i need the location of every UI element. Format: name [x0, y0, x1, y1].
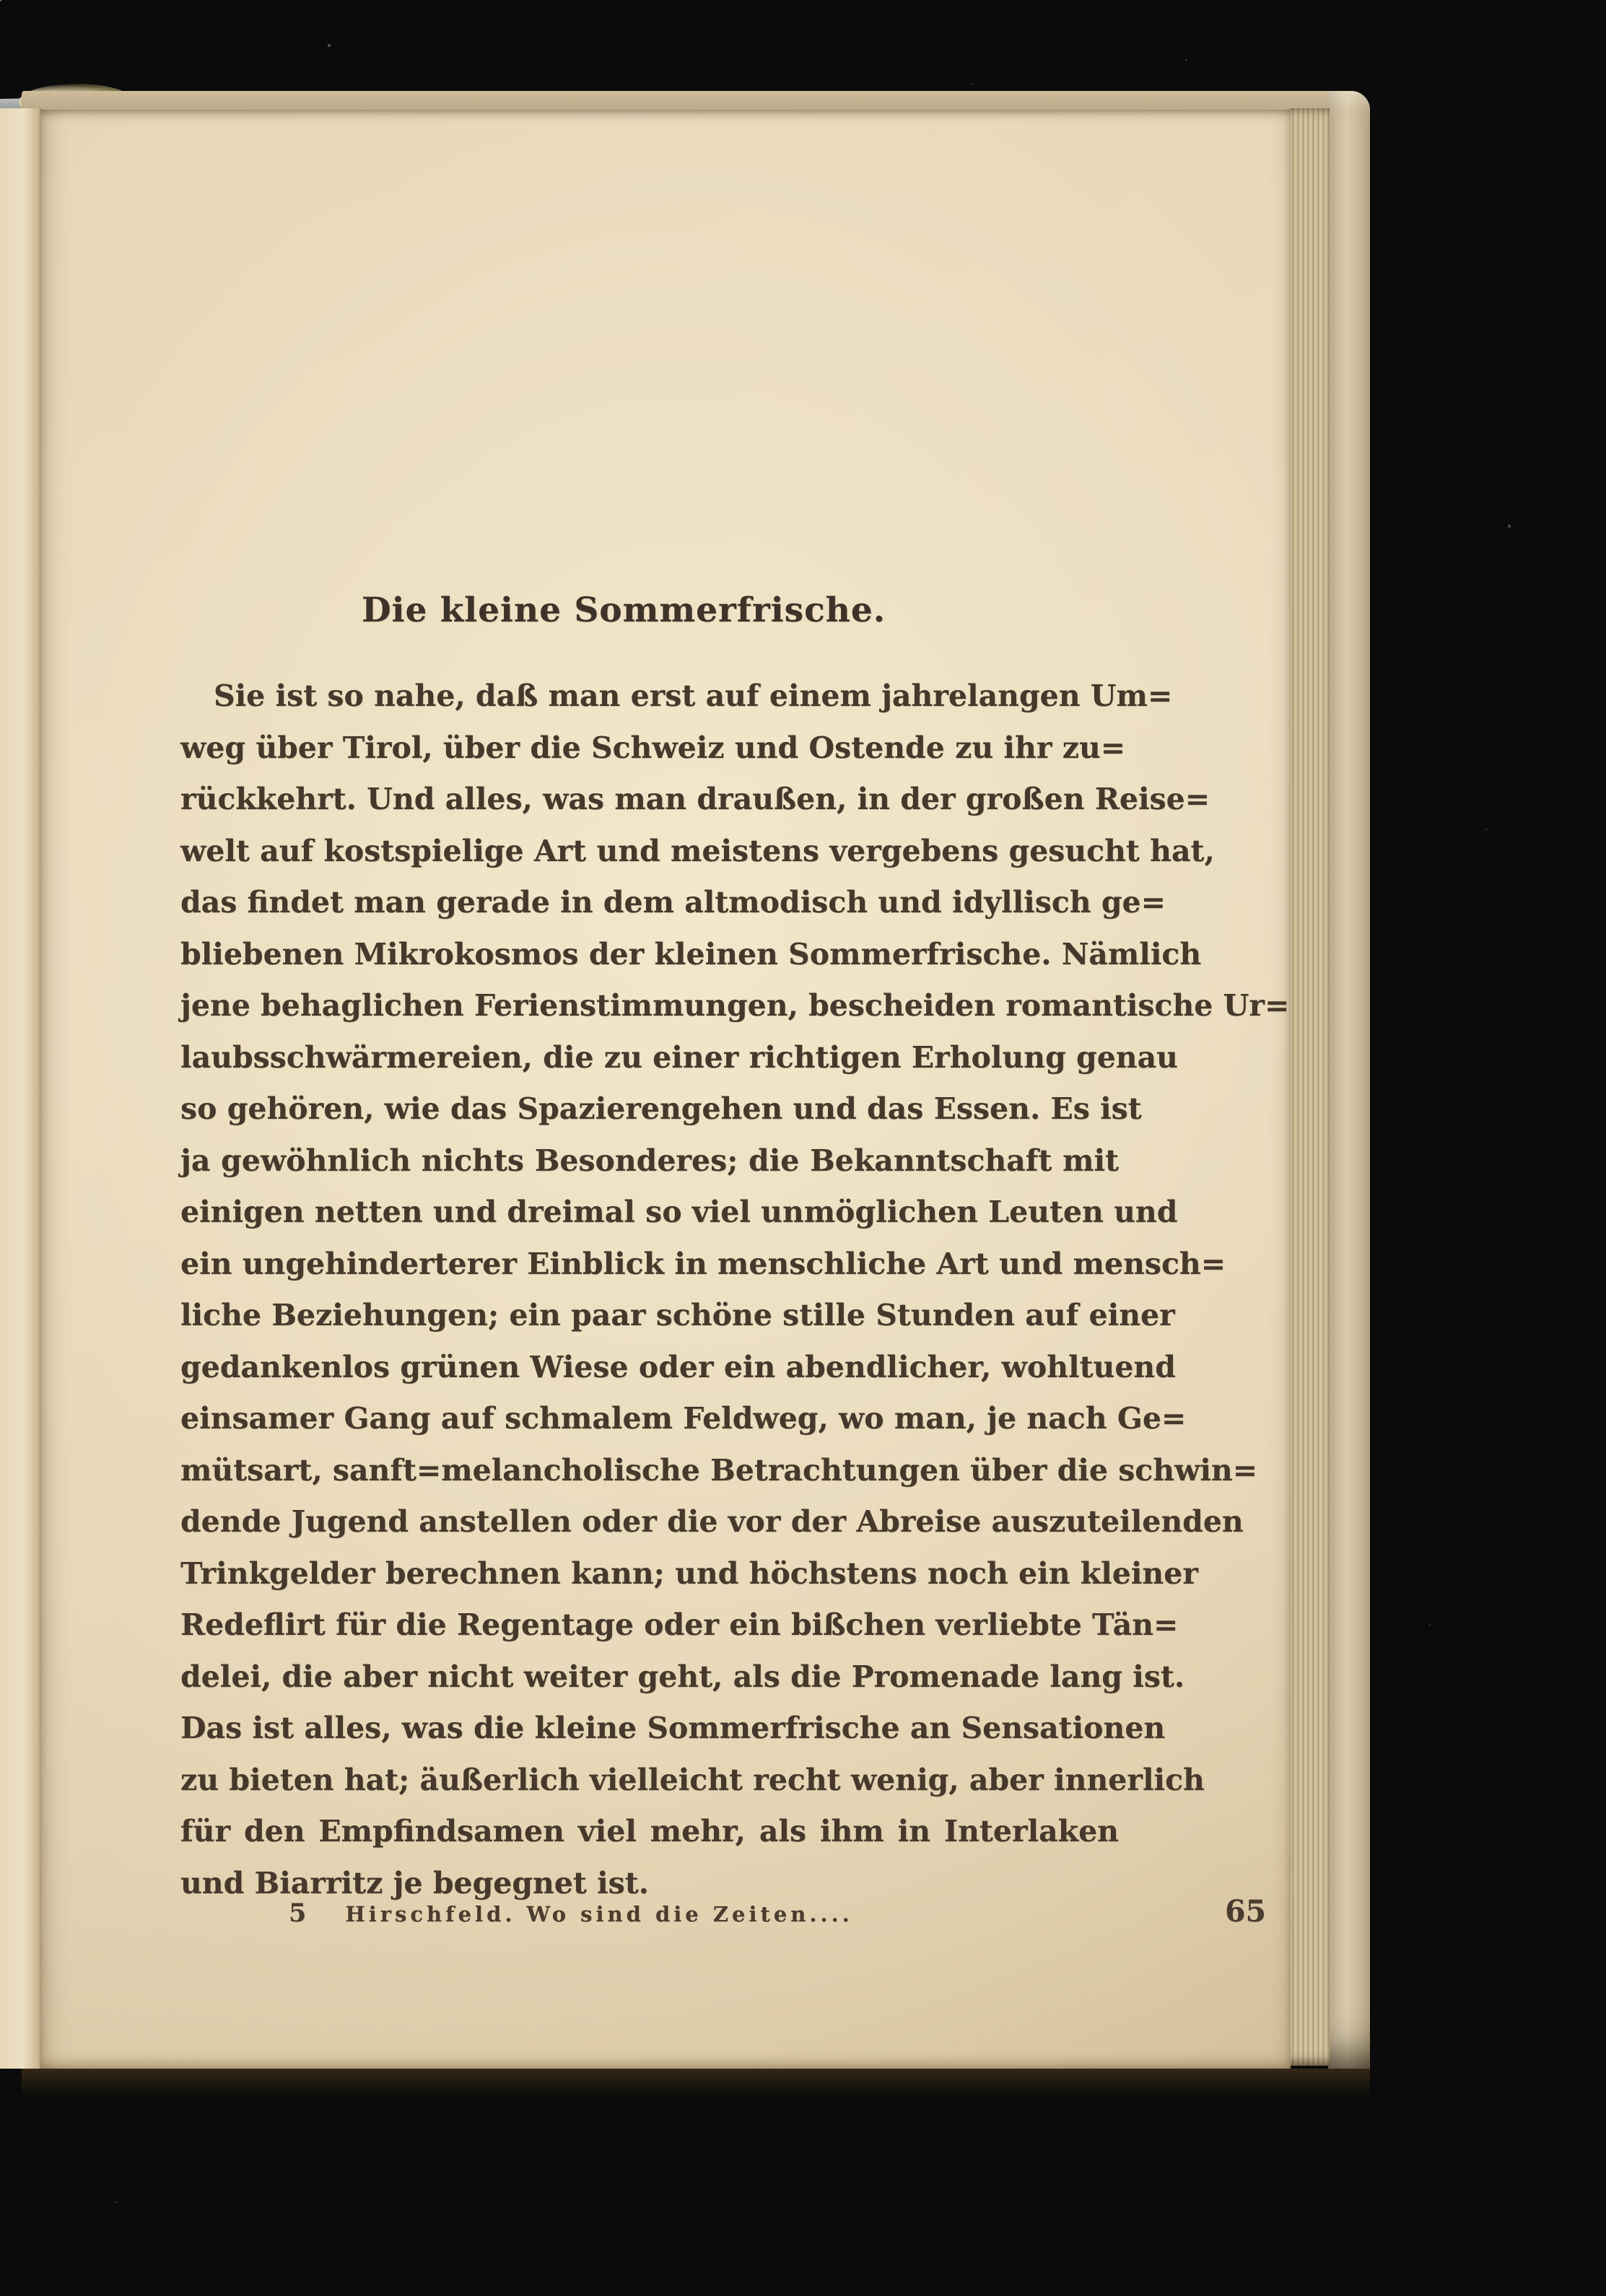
- book-cover-right-board: [1328, 91, 1370, 2080]
- body-line: welt auf kostspielige Art und meistens vergebens gesucht hat,: [180, 833, 1215, 868]
- scanner-dust-specks: [0, 0, 1, 1]
- body-line: mütsart, sanft=melancholische Betrachtungen über die schwin=: [180, 1452, 1258, 1488]
- body-line: delei, die aber nicht weiter geht, als die Promenade lang ist.: [180, 1659, 1185, 1694]
- body-line: Das ist alles, was die kleine Sommerfrische an Sensationen: [180, 1711, 1166, 1745]
- body-line: ein ungehinderterer Einblick in menschliche Art und mensch=: [180, 1246, 1226, 1281]
- body-line: und Biarritz je begegnet ist.: [180, 1865, 649, 1900]
- body-line: dende Jugend anstellen oder die vor der Abreise auszuteilenden: [180, 1504, 1244, 1539]
- gutter-underlying-page: [0, 108, 42, 2069]
- body-line: das findet man gerade in dem altmodisch und idyllisch ge=: [180, 885, 1166, 920]
- body-line: jene behaglichen Ferienstimmungen, bescheiden romantische Ur=: [180, 988, 1290, 1023]
- text-block: [180, 110, 1290, 2069]
- book-page: [40, 110, 1291, 2069]
- body-line: Redeflirt für die Regentage oder ein bißchen verliebte Tän=: [180, 1607, 1179, 1642]
- body-line: laubsschwärmereien, die zu einer richtigen Erholung genau: [180, 1039, 1178, 1075]
- body-line: einsamer Gang auf schmalem Feldweg, wo man, je nach Ge=: [180, 1401, 1187, 1436]
- page-bottom-shadow: [22, 2069, 1370, 2100]
- body-line: so gehören, wie das Spazierengehen und das Essen. Es ist: [180, 1091, 1142, 1126]
- body-line: für den Empfindsamen viel mehr, als ihm in Interlaken: [180, 1814, 1119, 1848]
- footer-signature-number: 5: [289, 1898, 307, 1928]
- body-line: ja gewöhnlich nichts Besonderes; die Bekanntschaft mit: [180, 1143, 1119, 1178]
- page-stack-fore-edge: [1289, 108, 1330, 2066]
- footer-page-number: 65: [1224, 1894, 1266, 1929]
- page-footer: [289, 1894, 1266, 1929]
- body-line: Sie ist so nahe, daß man erst auf einem jahrelangen Um=: [214, 678, 1173, 713]
- body-line: einigen netten und dreimal so viel unmöglichen Leuten und: [180, 1195, 1178, 1229]
- chapter-title: Die kleine Sommerfrische.: [361, 590, 886, 630]
- body-line: rückkehrt. Und alles, was man draußen, in der großen Reise=: [180, 782, 1210, 816]
- body-line: zu bieten hat; äußerlich vielleicht recht wenig, aber innerlich: [180, 1762, 1205, 1797]
- footer-running-title: Hirschfeld. Wo sind die Zeiten....: [345, 1902, 853, 1926]
- body-line: Trinkgelder berechnen kann; und höchstens noch ein kleiner: [180, 1555, 1198, 1591]
- body-line: bliebenen Mikrokosmos der kleinen Sommerfrische. Nämlich: [180, 936, 1202, 972]
- body-line: weg über Tirol, über die Schweiz und Ostende zu ihr zu=: [180, 730, 1126, 765]
- body-line: gedankenlos grünen Wiese oder ein abendlicher, wohltuend: [180, 1349, 1176, 1384]
- body-line: liche Beziehungen; ein paar schöne stille Stunden auf einer: [180, 1298, 1175, 1332]
